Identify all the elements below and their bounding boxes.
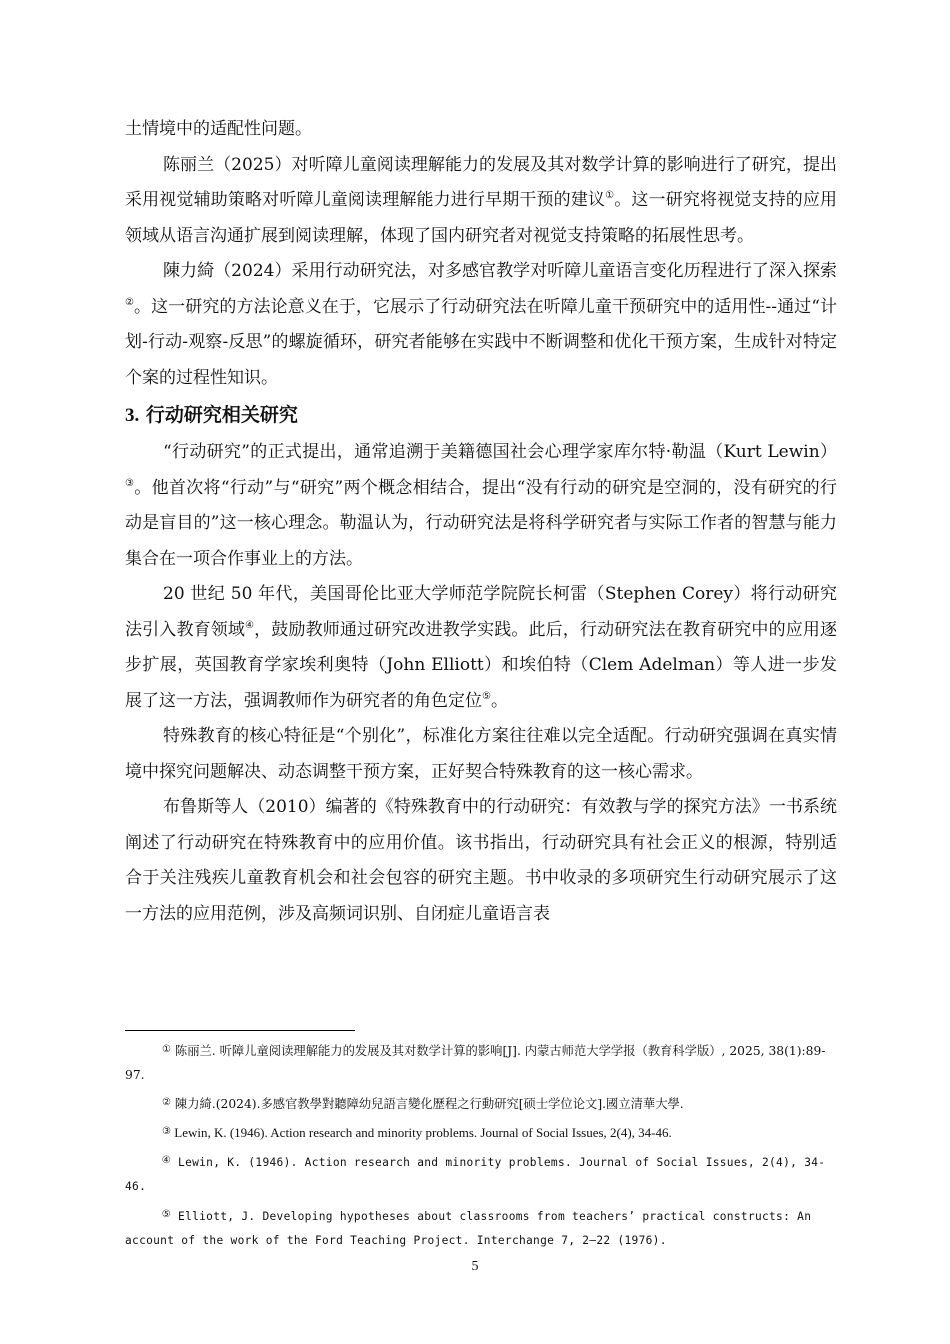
footnote-ref[interactable]: ③	[125, 477, 135, 489]
section-paragraphs-before	[125, 112, 837, 396]
paragraph-text: 陳力綺（2024）采用行动研究法，对多感官教学对听障儿童语言变化历程进行了深入探索	[163, 261, 837, 281]
paragraph	[125, 435, 837, 577]
paragraph-text: 。他首次将“行动”与“研究”两个概念相结合，提出“没有行动的研究是空洞的，没有研究的行动是盲目的”这一核心理念。勒温认为，行动研究法是将科学研究者与实际工作者的智慧与能力集合在一项合作事业上的方法。	[125, 477, 837, 569]
paragraph	[125, 577, 837, 719]
paragraph	[125, 112, 837, 148]
paragraph-text: 。这一研究的方法论意义在于，它展示了行动研究法在听障儿童干预研究中的适用性--通过“计划-行动-观察-反思”的螺旋循环，研究者能够在实践中不断调整和优化干预方案，生成针对特定个案的过程性知识。	[125, 296, 838, 388]
paragraph-text: “行动研究”的正式提出，通常追溯于美籍德国社会心理学家库尔特·勒温（Kurt Lewin）	[163, 442, 837, 462]
footnote-ref[interactable]: ②	[125, 296, 135, 308]
section-title: 行动研究相关研究	[139, 404, 298, 426]
footnote-mark: ②	[162, 1097, 171, 1108]
footnote-text: 陈丽兰. 听障儿童阅读理解能力的发展及其对数学计算的影响[J]. 内蒙古师范大学学报（教育科学版）, 2025, 38(1):89-97.	[125, 1044, 826, 1082]
section-paragraphs-after	[125, 435, 837, 932]
paragraph-text: 布鲁斯等人（2010）编著的《特殊教育中的行动研究：有效教与学的探究方法》一书系统阐述了行动研究在特殊教育中的应用价值。该书指出，行动研究具有社会正义的根源，特别适合于关注残疾儿童教育机会和社会包容的研究主题。书中收录的多项研究生行动研究展示了这一方法的应用范例，涉及高频词识别、自闭症儿童语言表	[125, 797, 837, 924]
footnote-text: Elliott, J. Developing hypotheses about classrooms from teachers’ practical constructs: An account of the work of the Ford Teaching Project. Interchange 7, 2–22 (1976).	[125, 1210, 812, 1247]
footnote-text: Lewin, K. (1946). Action research and minority problems. Journal of Social Issues, 2(4), 34-46.	[171, 1125, 672, 1140]
footnote-text: 陳力綺.(2024).多感官教學對聽障幼兒語言變化歷程之行動研究[硕士学位论文].國立清華大學.	[171, 1097, 684, 1111]
footnote	[125, 1149, 837, 1199]
footnote-mark: ⑤	[161, 1209, 171, 1220]
footnote-mark: ③	[162, 1126, 171, 1137]
body-text	[125, 112, 837, 932]
footnote-ref[interactable]: ①	[605, 190, 615, 201]
footnote-ref[interactable]: ④	[245, 619, 255, 631]
paragraph-text: 特殊教育的核心特征是“个别化”，标准化方案往往难以完全适配。行动研究强调在真实情境中探究问题解决、动态调整干预方案，正好契合特殊教育的这一核心需求。	[125, 726, 837, 782]
footnote	[125, 1120, 837, 1145]
paragraph	[125, 719, 837, 790]
section-heading	[125, 396, 837, 435]
footnotes	[125, 1038, 837, 1257]
paragraph-text: 陈丽兰（2025）对听障儿童阅读理解能力的发展及其对数学计算的影响进行了研究，提出采用视觉辅助策略对听障儿童阅读理解能力进行早期干预的建议	[125, 154, 837, 210]
footnote	[125, 1038, 837, 1087]
footnote-ref[interactable]: ⑤	[482, 690, 491, 702]
page-number: 5	[471, 1259, 479, 1274]
section-number: 3.	[125, 405, 140, 426]
paragraph	[125, 254, 837, 396]
footnote-mark: ①	[162, 1044, 171, 1055]
footnote-mark: ④	[161, 1155, 171, 1166]
paragraph-text: 土情境中的适配性问题。	[125, 119, 312, 139]
paragraph-text: 。	[490, 690, 508, 711]
paragraph-text: 20 世纪 50 年代，美国哥伦比亚大学师范学院院长柯雷（Stephen Corey）将行动研究法引入教育领域	[125, 584, 837, 640]
paragraph	[125, 790, 837, 932]
footnote-separator	[125, 1030, 355, 1031]
footnote	[125, 1203, 837, 1253]
footnote	[125, 1091, 837, 1116]
paragraph	[125, 148, 837, 255]
paragraph-text: ，鼓励教师通过研究改进教学实践。此后，行动研究法在教育研究中的应用逐步扩展，英国教育学家埃利奥特（John Elliott）和埃伯特（Clem Adelman）等人进一步发展了这一方法，强调教师作为研究者的角色定位	[125, 619, 838, 711]
paragraph-text: 。这一研究将视觉支持的应用领域从语言沟通扩展到阅读理解，体现了国内研究者对视觉支持策略的拓展性思考。	[125, 190, 838, 246]
footnote-text: Lewin, K. (1946). Action research and minority problems. Journal of Social Issues, 2(4), 34-46.	[125, 1156, 826, 1193]
